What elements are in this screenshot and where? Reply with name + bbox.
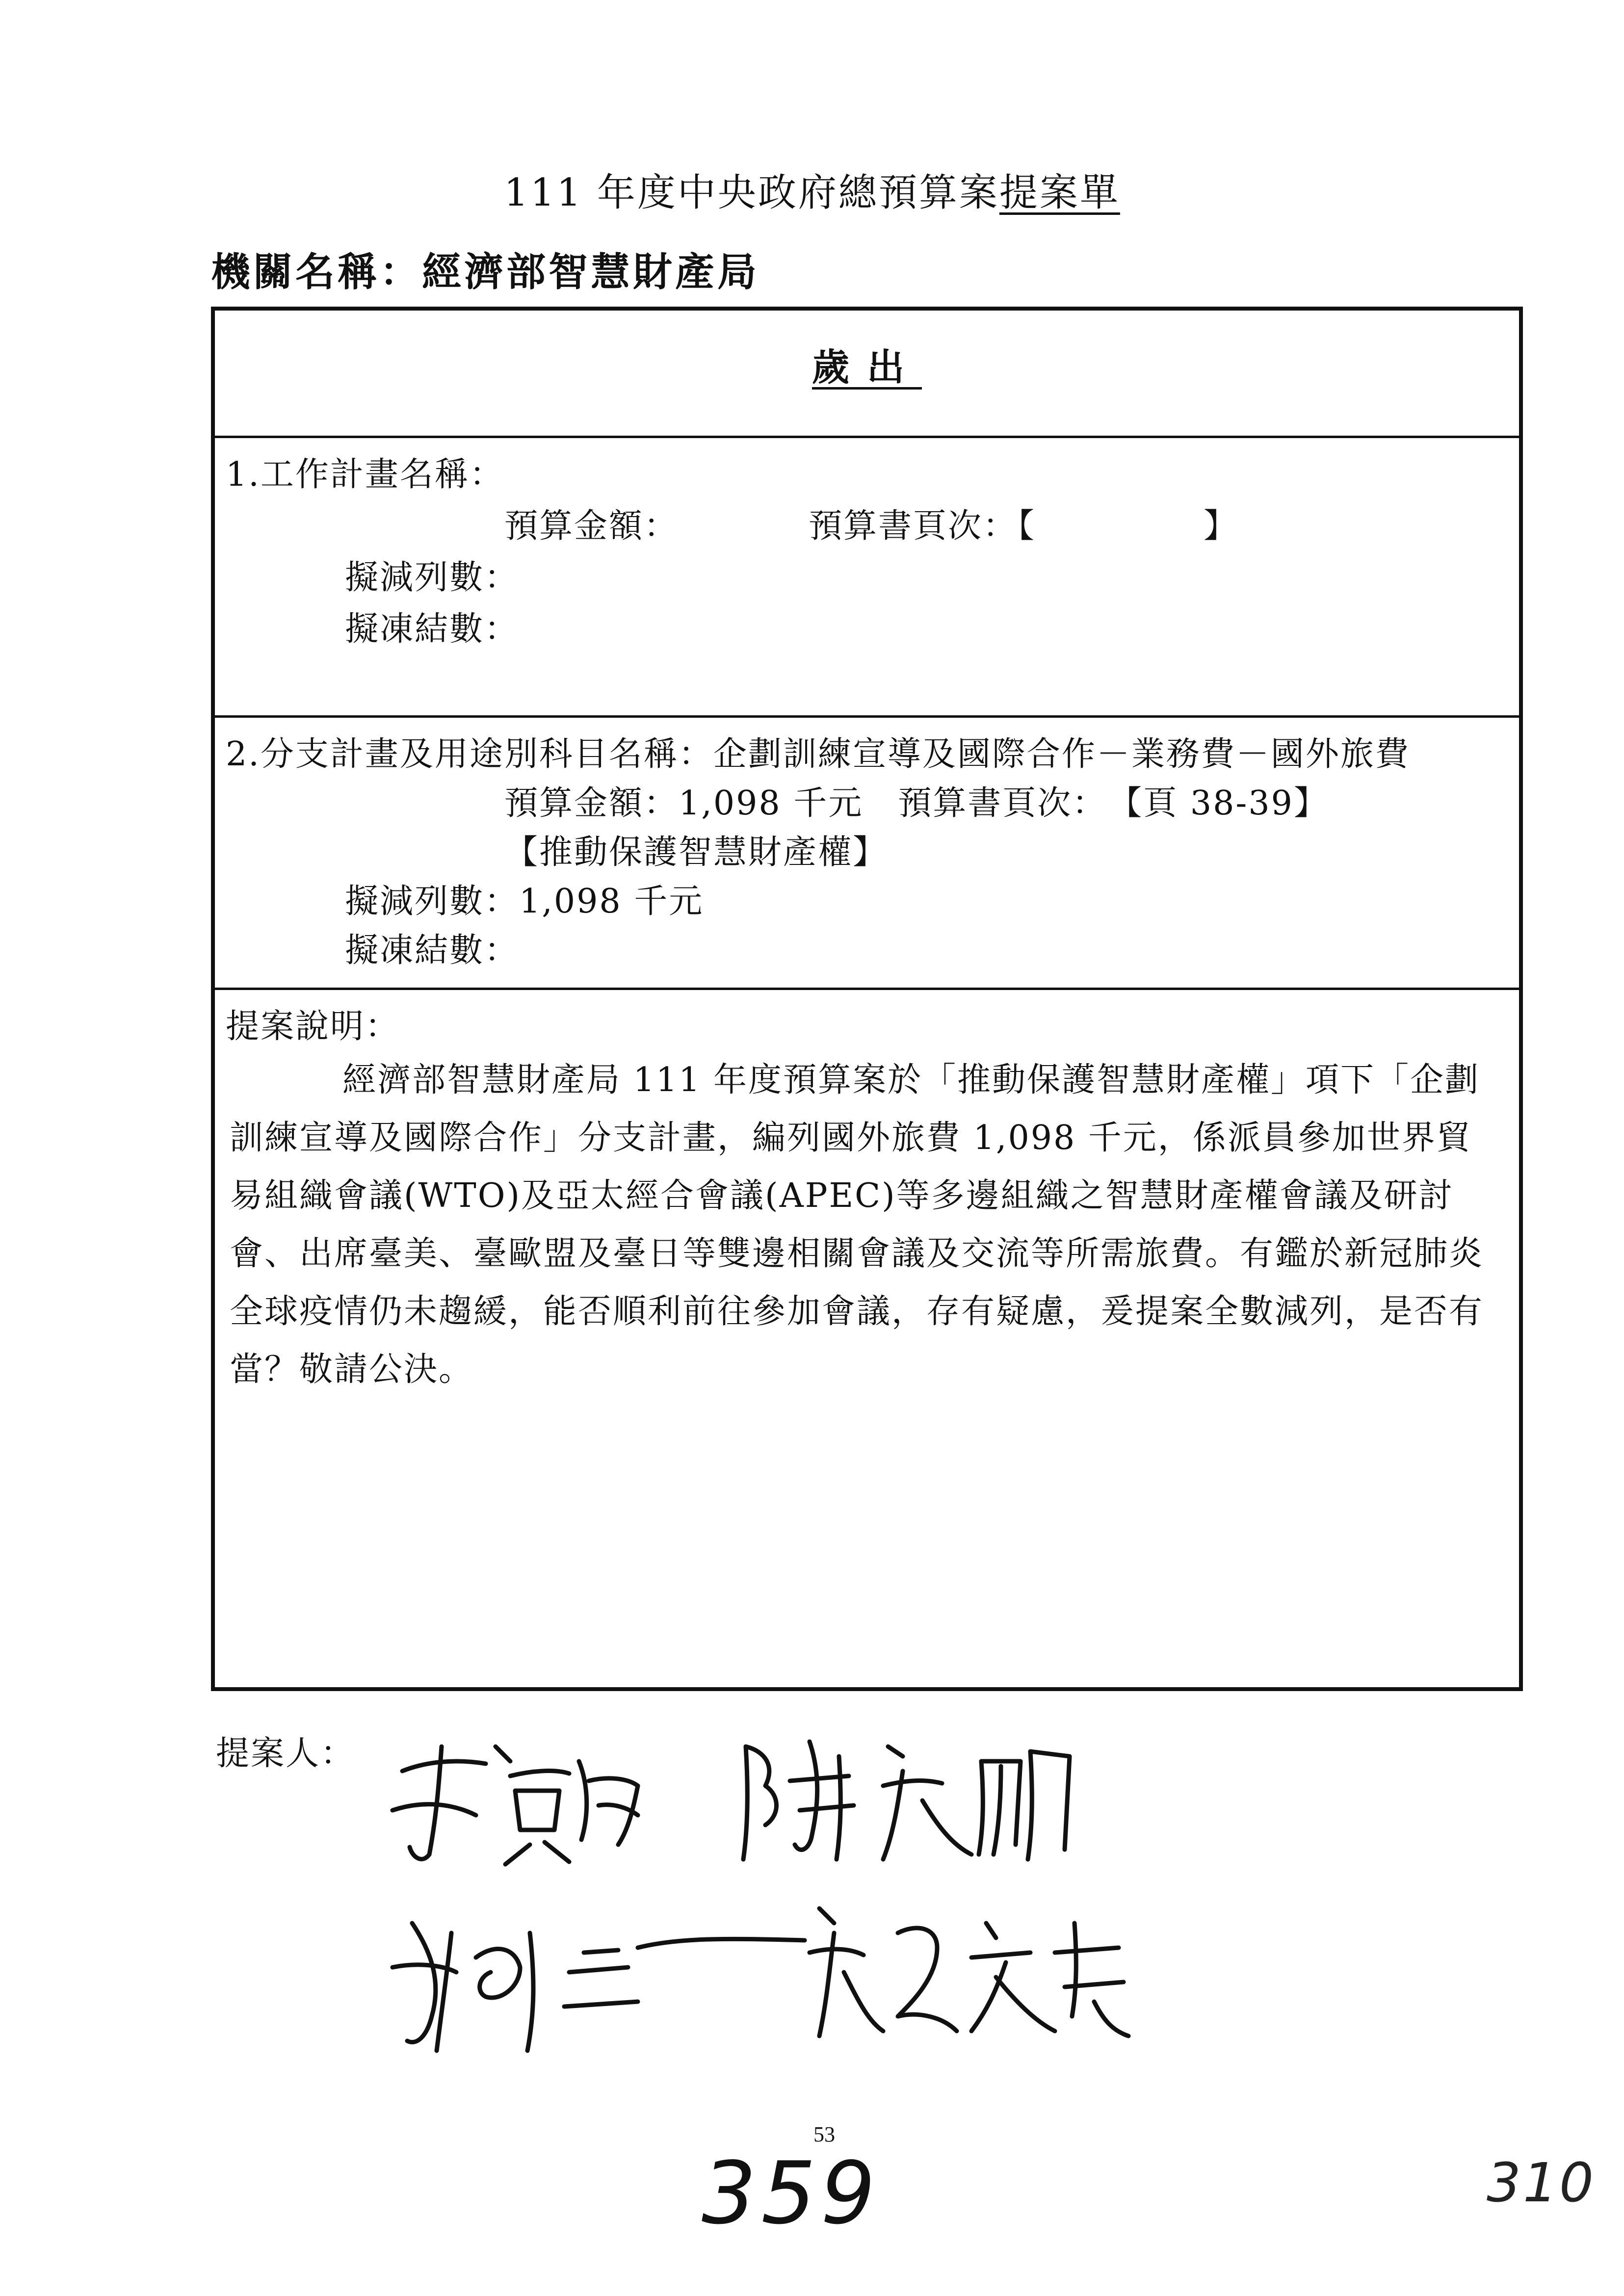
document-title [0,162,1624,217]
proposer-label: 提案人： [216,1734,356,1773]
explanation-body: 經濟部智慧財產局 111 年度預算案於「推動保護智慧財產權」項下「企劃訓練宣導及國際合作」分支計畫，編列國外旅費 1,098 千元，係派員參加世界貿易組織會議(WTO)及亞太經合會議(APEC)等多邊組織之智慧財產權會議及研討會、出席臺美、臺歐盟及臺日等雙邊相關會議及交流等所需旅費。有鑑於新冠肺炎全球疫情仍未趨緩，能否順利前往參加會議，存有疑慮，爰提案全數減列，是否有當？敬請公決。 [230,1061,1484,1389]
section1-plan-name-label: 1.工作計畫名稱： [226,455,504,494]
page-number: 53 [813,2122,835,2146]
agency-name: 機關名稱：經濟部智慧財產局 [211,249,760,295]
explanation-label: 提案說明： [226,1007,400,1046]
section2-program: 【推動保護智慧財產權】 [504,833,888,872]
handwritten-signature-1 [383,1717,657,1869]
handwritten-corner-number: 310 [1487,2151,1596,2214]
divider [215,715,1519,718]
section2-budget-line: 預算金額：1,098 千元 預算書頁次： 【頁 38-39】 [504,784,1329,823]
handwritten-signature-3 [373,1904,814,2061]
section1-budget-page-label: 預算書頁次：【 [809,507,1036,546]
form-header: 歲出 [812,345,922,389]
title-prefix: 111 年度中央政府總預算案 [504,171,999,215]
handwritten-signature-2 [726,1727,1079,1874]
divider [215,436,1519,438]
section2-freeze-label: 擬凍結數： [345,931,520,970]
title-underlined: 提案單 [999,171,1120,215]
handwritten-signature-4 [800,1894,1143,2051]
divider [215,988,1519,990]
section1-budget-amount-label: 預算金額： [504,507,679,546]
handwritten-page-number: 359 [702,2144,881,2244]
section1-reduce-label: 擬減列數： [345,558,520,597]
proposal-form-box [211,307,1523,1691]
section2-plan-name: 2.分支計畫及用途別科目名稱：企劃訓練宣導及國際合作－業務費－國外旅費 [226,735,1410,774]
section2-reduce: 擬減列數：1,098 千元 [345,882,704,921]
section1-budget-page-close: 】 [1204,507,1239,546]
section1-freeze-label: 擬凍結數： [345,610,520,649]
